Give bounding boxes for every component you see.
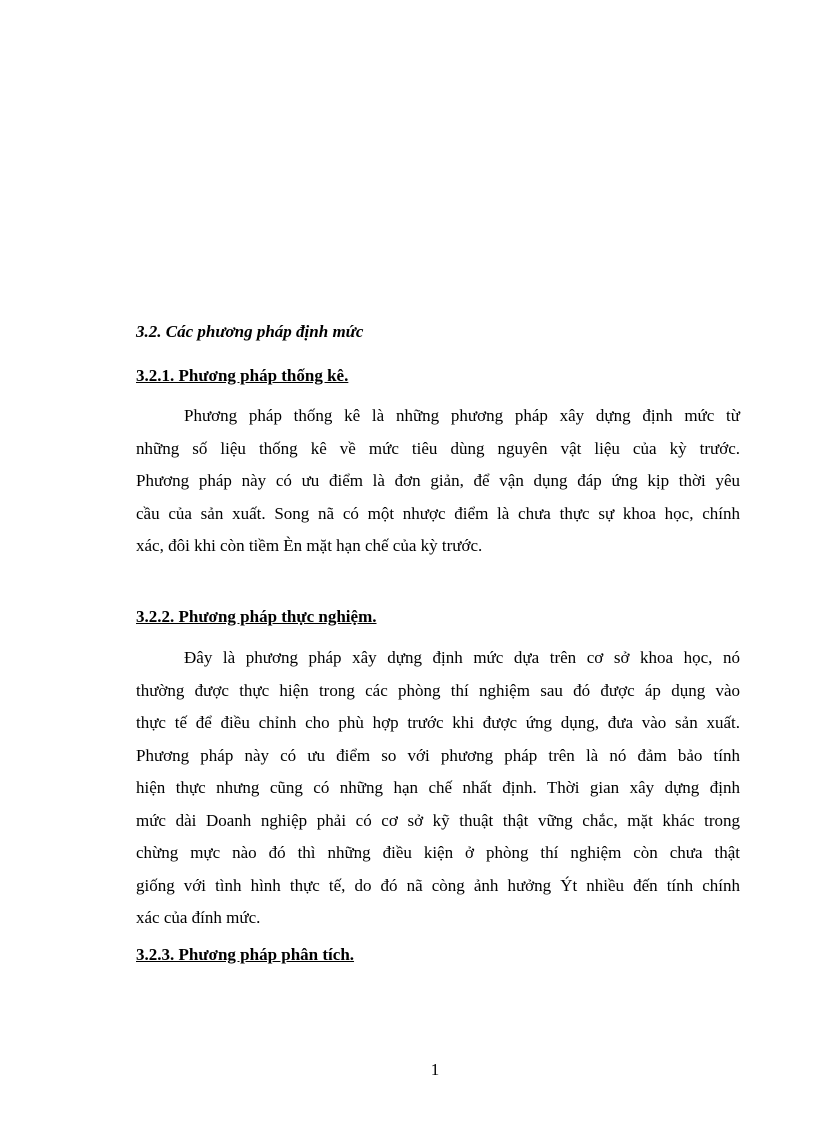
paragraph-line: xác, đôi khi còn tiềm Èn mặt hạn chế của kỳ trước. (136, 536, 483, 555)
page-number: 1 (430, 1060, 440, 1079)
subsection-heading-analytical: 3.2.3. Phương pháp phân tích. (136, 945, 355, 964)
paragraph-line: thường được thực hiện trong các phòng thí nghiệm sau đó được áp dụng vào (136, 680, 740, 700)
paragraph-line: giống với tình hình thực tế, do đó nã còng ảnh hưởng Ýt nhiều đến tính chính (136, 875, 740, 895)
subsection-heading-statistical: 3.2.1. Phương pháp thống kê. (136, 366, 349, 385)
paragraph-statistical-method (136, 400, 740, 563)
section-heading: 3.2. Các phương pháp định mức (136, 322, 364, 341)
paragraph-line: chừng mực nào đó thì những điều kiện ở phòng thí nghiệm còn chưa thật (136, 843, 740, 862)
paragraph-line: thực tế để điều chỉnh cho phù hợp trước khi được ứng dụng, đưa vào sản xuất. (136, 713, 740, 732)
paragraph-line: cầu của sản xuất. Song nã có một nhược điểm là chưa thực sự khoa học, chính (136, 503, 740, 523)
paragraph-line: Phương pháp này có ưu điểm là đơn giản, để vận dụng đáp ứng kịp thời yêu (136, 471, 740, 490)
paragraph-line: Phương pháp thống kê là những phương pháp xây dựng định mức từ (184, 406, 740, 425)
paragraph-line: xác của đính mức. (136, 908, 261, 927)
paragraph-line: những số liệu thống kê về mức tiêu dùng nguyên vật liệu của kỳ trước. (136, 438, 740, 458)
paragraph-line: hiện thực nhưng cũng có những hạn chế nhất định. Thời gian xây dựng định (136, 778, 740, 797)
paragraph-line: Đây là phương pháp xây dựng định mức dựa trên cơ sở khoa học, nó (184, 648, 740, 667)
paragraph-line: Phương pháp này có ưu điểm so với phương pháp trên là nó đảm bảo tính (136, 745, 740, 765)
paragraph-line: mức dài Doanh nghiệp phải có cơ sở kỹ thuật thật vững chắc, mặt khác trong (136, 810, 740, 830)
paragraph-experimental-method (136, 642, 740, 935)
subsection-heading-experimental: 3.2.2. Phương pháp thực nghiệm. (136, 607, 377, 626)
